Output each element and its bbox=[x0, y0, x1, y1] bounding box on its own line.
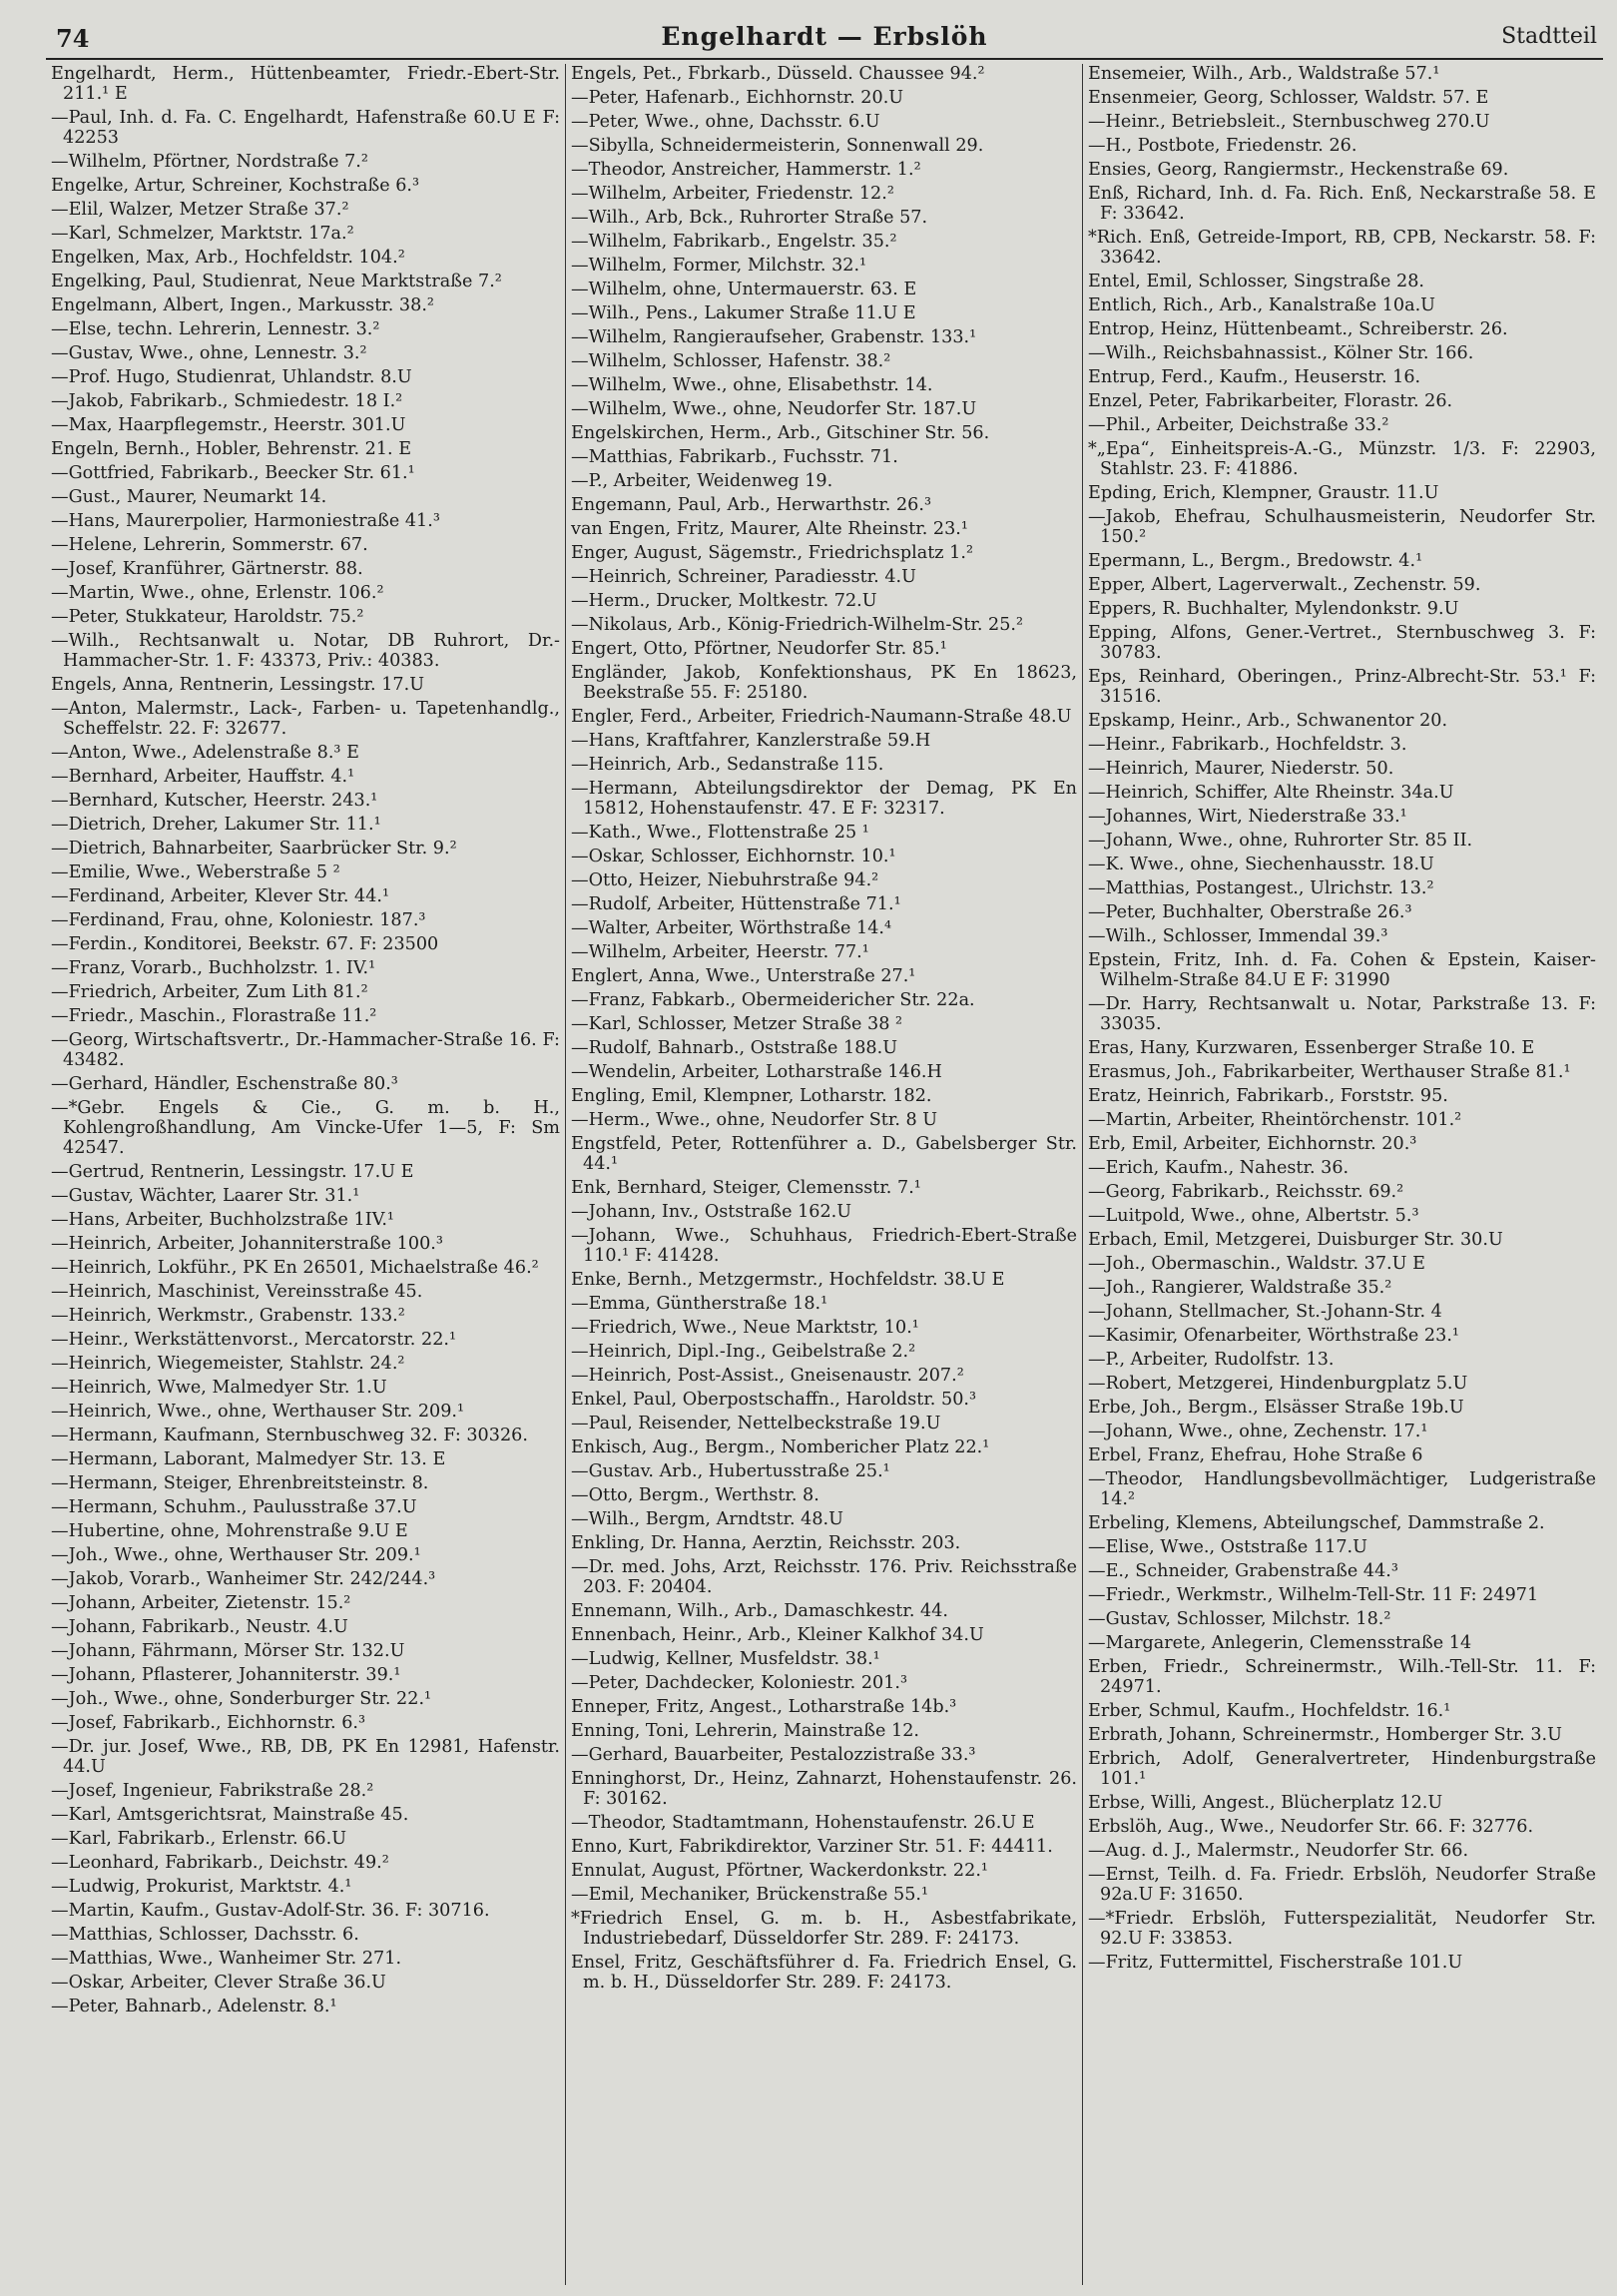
directory-entry: —Bernhard, Arbeiter, Hauffstr. 4.¹ bbox=[51, 767, 355, 787]
directory-entry: —Georg, Wirtschaftsvertr., Dr.-Hammacher-Straße 16. F: 43482. bbox=[51, 1030, 560, 1070]
directory-entry: —Kasimir, Ofenarbeiter, Wörthstraße 23.¹ bbox=[1088, 1326, 1459, 1346]
directory-entry: —Paul, Reisender, Nettelbeckstraße 19.U bbox=[571, 1414, 941, 1434]
directory-entry: Ensel, Fritz, Geschäftsführer d. Fa. Friedrich Ensel, G. m. b. H., Düsseldorfer Str. 289. F: 24173. bbox=[571, 1953, 1077, 1993]
directory-entry: *Friedrich Ensel, G. m. b. H., Asbestfabrikate, Industriebedarf, Düsseldorfer Str. 289. F: 24173. bbox=[571, 1909, 1077, 1949]
directory-entry: —Matthias, Wwe., Wanheimer Str. 271. bbox=[51, 1949, 402, 1969]
directory-entry: —Herm., Wwe., ohne, Neudorfer Str. 8 U bbox=[571, 1110, 938, 1130]
directory-entry: —Friedr., Maschin., Florastraße 11.² bbox=[51, 1006, 377, 1026]
directory-entry: —Heinrich, Dipl.-Ing., Geibelstraße 2.² bbox=[571, 1342, 916, 1362]
directory-entry: —Gust., Maurer, Neumarkt 14. bbox=[51, 487, 327, 507]
directory-entry: Erb, Emil, Arbeiter, Eichhornstr. 20.³ bbox=[1088, 1134, 1417, 1154]
directory-entry: —Oskar, Schlosser, Eichhornstr. 10.¹ bbox=[571, 847, 896, 866]
directory-entry: *Rich. Enß, Getreide-Import, RB, CPB, Neckarstr. 58. F: 33642. bbox=[1088, 228, 1596, 268]
directory-entry: —Karl, Amtsgerichtsrat, Mainstraße 45. bbox=[51, 1805, 409, 1825]
directory-entry: Engert, Otto, Pförtner, Neudorfer Str. 85.¹ bbox=[571, 639, 947, 659]
directory-entry: —Johann, Fährmann, Mörser Str. 132.U bbox=[51, 1641, 405, 1661]
directory-entry: Engelke, Artur, Schreiner, Kochstraße 6.³ bbox=[51, 176, 420, 196]
directory-entry: —Rudolf, Arbeiter, Hüttenstraße 71.¹ bbox=[571, 894, 901, 914]
directory-entry: —Wilhelm, Pförtner, Nordstraße 7.² bbox=[51, 152, 368, 172]
directory-entry: Engelmann, Albert, Ingen., Markusstr. 38.² bbox=[51, 295, 434, 315]
directory-entry: —Sibylla, Schneidermeisterin, Sonnenwall 29. bbox=[571, 136, 984, 156]
directory-entry: —Peter, Hafenarb., Eichhornstr. 20.U bbox=[571, 88, 904, 108]
directory-entry: Erbrich, Adolf, Generalvertreter, Hindenburgstraße 101.¹ bbox=[1088, 1749, 1596, 1789]
district-label: Stadtteil bbox=[1501, 24, 1597, 49]
directory-entry: —Peter, Dachdecker, Koloniestr. 201.³ bbox=[571, 1673, 908, 1693]
directory-entry: —Dietrich, Dreher, Lakumer Str. 11.¹ bbox=[51, 815, 381, 835]
directory-entry: —Anton, Wwe., Adelenstraße 8.³ E bbox=[51, 743, 359, 763]
directory-entry: —Theodor, Handlungsbevollmächtiger, Ludgeristraße 14.² bbox=[1088, 1469, 1596, 1509]
directory-entry: —Wilhelm, ohne, Untermauerstr. 63. E bbox=[571, 280, 917, 299]
directory-entry: —Johann, Pflasterer, Johanniterstr. 39.¹ bbox=[51, 1665, 401, 1685]
directory-entry: Erbrath, Johann, Schreinermstr., Homberger Str. 3.U bbox=[1088, 1725, 1562, 1745]
directory-entry: Erbel, Franz, Ehefrau, Hohe Straße 6 bbox=[1088, 1445, 1423, 1465]
columns bbox=[46, 64, 1603, 2285]
directory-entry: —Wilh., Bergm, Arndtstr. 48.U bbox=[571, 1509, 843, 1529]
directory-entry: —Dietrich, Bahnarbeiter, Saarbrücker Str. 9.² bbox=[51, 839, 457, 859]
directory-entry: Entrup, Ferd., Kaufm., Heuserstr. 16. bbox=[1088, 367, 1421, 387]
directory-entry: —Gerhard, Händler, Eschenstraße 80.³ bbox=[51, 1074, 398, 1094]
directory-entry: —Theodor, Anstreicher, Hammerstr. 1.² bbox=[571, 160, 921, 180]
directory-entry: Epstein, Fritz, Inh. d. Fa. Cohen & Epstein, Kaiser-Wilhelm-Straße 84.U E F: 31990 bbox=[1088, 950, 1596, 990]
directory-entry: Erasmus, Joh., Fabrikarbeiter, Werthauser Straße 81.¹ bbox=[1088, 1062, 1571, 1082]
directory-entry: —Elil, Walzer, Metzer Straße 37.² bbox=[51, 200, 349, 220]
directory-entry: —Joh., Wwe., ohne, Werthauser Str. 209.¹ bbox=[51, 1545, 421, 1565]
directory-entry: —Jakob, Vorarb., Wanheimer Str. 242/244.³ bbox=[51, 1569, 436, 1589]
directory-entry: —Wilh., Arb, Bck., Ruhrorter Straße 57. bbox=[571, 208, 928, 228]
directory-entry: Engler, Ferd., Arbeiter, Friedrich-Naumann-Straße 48.U bbox=[571, 707, 1072, 727]
directory-entry: Erben, Friedr., Schreinermstr., Wilh.-Tell-Str. 11. F: 24971. bbox=[1088, 1657, 1596, 1697]
directory-entry: —Johann, Inv., Oststraße 162.U bbox=[571, 1202, 852, 1222]
directory-entry: —Franz, Vorarb., Buchholzstr. 1. IV.¹ bbox=[51, 958, 376, 978]
directory-entry: Entlich, Rich., Arb., Kanalstraße 10a.U bbox=[1088, 295, 1435, 315]
directory-entry: —Friedrich, Arbeiter, Zum Lith 81.² bbox=[51, 982, 368, 1002]
directory-entry: —Wilhelm, Wwe., ohne, Neudorfer Str. 187.U bbox=[571, 399, 977, 419]
directory-entry: —Joh., Wwe., ohne, Sonderburger Str. 22.¹ bbox=[51, 1689, 432, 1709]
directory-entry: —Wilhelm, Arbeiter, Friedenstr. 12.² bbox=[571, 184, 894, 204]
directory-entry: —Heinr., Werkstättenvorst., Mercatorstr. 22.¹ bbox=[51, 1330, 457, 1350]
directory-entry: —H., Postbote, Friedenstr. 26. bbox=[1088, 136, 1357, 156]
directory-entry: Eps, Reinhard, Oberingen., Prinz-Albrecht-Str. 53.¹ F: 31516. bbox=[1088, 667, 1596, 707]
page-title: Engelhardt — Erbslöh bbox=[661, 22, 988, 51]
directory-entry: —Heinr., Betriebsleit., Sternbuschweg 270.U bbox=[1088, 112, 1490, 132]
directory-entry: —Joh., Obermaschin., Waldstr. 37.U E bbox=[1088, 1254, 1425, 1274]
directory-entry: —Hans, Arbeiter, Buchholzstraße 1IV.¹ bbox=[51, 1210, 394, 1230]
directory-entry: —Hermann, Kaufmann, Sternbuschweg 32. F: 30326. bbox=[51, 1426, 528, 1445]
directory-entry: —Rudolf, Bahnarb., Oststraße 188.U bbox=[571, 1038, 898, 1058]
directory-entry: —Friedrich, Wwe., Neue Marktstr, 10.¹ bbox=[571, 1318, 919, 1338]
directory-entry: Enning, Toni, Lehrerin, Mainstraße 12. bbox=[571, 1721, 920, 1741]
directory-entry: —Kath., Wwe., Flottenstraße 25 ¹ bbox=[571, 823, 869, 843]
directory-entry: Entel, Emil, Schlosser, Singstraße 28. bbox=[1088, 272, 1425, 291]
directory-entry: —Elise, Wwe., Oststraße 117.U bbox=[1088, 1537, 1367, 1557]
directory-entry: Erbe, Joh., Bergm., Elsässer Straße 19b.U bbox=[1088, 1398, 1464, 1418]
directory-entry: —Matthias, Fabrikarb., Fuchsstr. 71. bbox=[571, 447, 898, 467]
directory-entry: Erbslöh, Aug., Wwe., Neudorfer Str. 66. F: 32776. bbox=[1088, 1817, 1534, 1837]
directory-entry: —Emilie, Wwe., Weberstraße 5 ² bbox=[51, 862, 340, 882]
directory-entry: —Hermann, Steiger, Ehrenbreitsteinstr. 8. bbox=[51, 1473, 429, 1493]
directory-entry: —Heinrich, Arbeiter, Johanniterstraße 100.³ bbox=[51, 1234, 443, 1254]
directory-entry: —Josef, Fabrikarb., Eichhornstr. 6.³ bbox=[51, 1713, 366, 1733]
directory-entry: Enk, Bernhard, Steiger, Clemensstr. 7.¹ bbox=[571, 1178, 921, 1198]
directory-entry: —Heinrich, Lokführ., PK En 26501, Michaelstraße 46.² bbox=[51, 1258, 539, 1278]
directory-entry: —Jakob, Ehefrau, Schulhausmeisterin, Neudorfer Str. 150.² bbox=[1088, 507, 1596, 547]
directory-entry: —Josef, Ingenieur, Fabrikstraße 28.² bbox=[51, 1781, 374, 1801]
directory-entry: —Heinrich, Schreiner, Paradiesstr. 4.U bbox=[571, 567, 916, 587]
directory-entry: —Wilhelm, Wwe., ohne, Elisabethstr. 14. bbox=[571, 375, 933, 395]
directory-entry: —Ernst, Teilh. d. Fa. Friedr. Erbslöh, Neudorfer Straße 92a.U F: 31650. bbox=[1088, 1865, 1596, 1905]
directory-entry: Enneper, Fritz, Angest., Lotharstraße 14b.³ bbox=[571, 1697, 957, 1717]
directory-entry: *„Epa“, Einheitspreis-A.-G., Münzstr. 1/3. F: 22903, Stahlstr. 23. F: 41886. bbox=[1088, 439, 1596, 479]
directory-entry: Epping, Alfons, Gener.-Vertret., Sternbuschweg 3. F: 30783. bbox=[1088, 623, 1596, 663]
directory-entry: —Wilh., Rechtsanwalt u. Notar, DB Ruhrort, Dr.-Hammacher-Str. 1. F: 43373, Priv.: 40383. bbox=[51, 631, 560, 671]
directory-entry: Erbse, Willi, Angest., Blücherplatz 12.U bbox=[1088, 1793, 1443, 1813]
directory-entry: —Johann, Stellmacher, St.-Johann-Str. 4 bbox=[1088, 1302, 1442, 1322]
directory-entry: Erber, Schmul, Kaufm., Hochfeldstr. 16.¹ bbox=[1088, 1701, 1451, 1721]
directory-entry: Engemann, Paul, Arb., Herwarthstr. 26.³ bbox=[571, 495, 932, 515]
directory-entry: —Ferdin., Konditorei, Beekstr. 67. F: 23500 bbox=[51, 934, 439, 954]
directory-entry: —Gerhard, Bauarbeiter, Pestalozzistraße 33.³ bbox=[571, 1745, 976, 1765]
directory-entry: —Heinrich, Schiffer, Alte Rheinstr. 34a.U bbox=[1088, 783, 1454, 803]
directory-entry: —Matthias, Schlosser, Dachsstr. 6. bbox=[51, 1925, 359, 1945]
directory-entry: —Nikolaus, Arb., König-Friedrich-Wilhelm-Str. 25.² bbox=[571, 615, 1024, 635]
directory-entry: —Gottfried, Fabrikarb., Beecker Str. 61.¹ bbox=[51, 463, 415, 483]
directory-entry: —Ludwig, Prokurist, Marktstr. 4.¹ bbox=[51, 1877, 352, 1897]
directory-entry: Enkel, Paul, Oberpostschaffn., Haroldstr. 50.³ bbox=[571, 1390, 977, 1410]
directory-entry: —Prof. Hugo, Studienrat, Uhlandstr. 8.U bbox=[51, 367, 412, 387]
directory-entry: —Emma, Güntherstraße 18.¹ bbox=[571, 1294, 828, 1314]
directory-entry: —Hermann, Schuhm., Paulusstraße 37.U bbox=[51, 1497, 417, 1517]
directory-entry: —Peter, Stukkateur, Haroldstr. 75.² bbox=[51, 607, 364, 627]
directory-entry: —Luitpold, Wwe., ohne, Albertstr. 5.³ bbox=[1088, 1206, 1419, 1226]
directory-entry: —Gustav. Arb., Hubertusstraße 25.¹ bbox=[571, 1461, 890, 1481]
directory-entry: —Anton, Malermstr., Lack-, Farben- u. Tapetenhandlg., Scheffelstr. 22. F: 32677. bbox=[51, 699, 560, 739]
directory-entry: —Hans, Maurerpolier, Harmoniestraße 41.³ bbox=[51, 511, 440, 531]
directory-entry: —Wilhelm, Former, Milchstr. 32.¹ bbox=[571, 256, 867, 276]
directory-entry: —Otto, Heizer, Niebuhrstraße 94.² bbox=[571, 870, 879, 890]
directory-entry: —P., Arbeiter, Rudolfstr. 13. bbox=[1088, 1350, 1335, 1370]
directory-entry: Ensies, Georg, Rangiermstr., Heckenstraße 69. bbox=[1088, 160, 1509, 180]
directory-entry: —Erich, Kaufm., Nahestr. 36. bbox=[1088, 1158, 1349, 1178]
directory-entry: —Heinrich, Wiegemeister, Stahlstr. 24.² bbox=[51, 1354, 405, 1374]
directory-entry: Eppers, R. Buchhalter, Mylendonkstr. 9.U bbox=[1088, 599, 1459, 619]
directory-entry: —Paul, Inh. d. Fa. C. Engelhardt, Hafenstraße 60.U E F: 42253 bbox=[51, 108, 560, 148]
directory-entry: —Hubertine, ohne, Mohrenstraße 9.U E bbox=[51, 1521, 408, 1541]
directory-entry: —Heinrich, Werkmstr., Grabenstr. 133.² bbox=[51, 1306, 405, 1326]
directory-entry: —Friedr., Werkmstr., Wilhelm-Tell-Str. 11 F: 24971 bbox=[1088, 1585, 1539, 1605]
directory-entry: —Heinrich, Wwe, Malmedyer Str. 1.U bbox=[51, 1378, 387, 1398]
directory-entry: Enninghorst, Dr., Heinz, Zahnarzt, Hohenstaufenstr. 26. F: 30162. bbox=[571, 1769, 1077, 1809]
directory-entry: —Johann, Wwe., ohne, Zechenstr. 17.¹ bbox=[1088, 1422, 1428, 1441]
directory-entry: Engelhardt, Herm., Hüttenbeamter, Friedr.-Ebert-Str. 211.¹ E bbox=[51, 64, 560, 104]
directory-entry: —Peter, Buchhalter, Oberstraße 26.³ bbox=[1088, 902, 1412, 922]
directory-entry: Engländer, Jakob, Konfektionshaus, PK En 18623, Beekstraße 55. F: 25180. bbox=[571, 663, 1077, 703]
directory-entry: Ennemann, Wilh., Arb., Damaschkestr. 44. bbox=[571, 1601, 949, 1621]
directory-entry: —Johannes, Wirt, Niederstraße 33.¹ bbox=[1088, 807, 1407, 827]
directory-entry: —K. Wwe., ohne, Siechenhausstr. 18.U bbox=[1088, 855, 1434, 874]
directory-entry: Engels, Pet., Fbrkarb., Düsseld. Chaussee 94.² bbox=[571, 64, 985, 84]
directory-entry: —Ludwig, Kellner, Musfeldstr. 38.¹ bbox=[571, 1649, 880, 1669]
directory-entry: Enkisch, Aug., Bergm., Nombericher Platz 22.¹ bbox=[571, 1437, 990, 1457]
directory-entry: —Phil., Arbeiter, Deichstraße 33.² bbox=[1088, 415, 1389, 435]
directory-entry: —Georg, Fabrikarb., Reichsstr. 69.² bbox=[1088, 1182, 1404, 1202]
directory-entry: —Heinrich, Maurer, Niederstr. 50. bbox=[1088, 759, 1394, 779]
directory-entry: Engelken, Max, Arb., Hochfeldstr. 104.² bbox=[51, 248, 405, 268]
directory-entry: Enkling, Dr. Hanna, Aerztin, Reichsstr. 203. bbox=[571, 1533, 961, 1553]
directory-entry: Ennulat, August, Pförtner, Wackerdonkstr. 22.¹ bbox=[571, 1861, 988, 1881]
directory-entry: —Wilh., Schlosser, Immendal 39.³ bbox=[1088, 926, 1388, 946]
directory-entry: —Peter, Wwe., ohne, Dachsstr. 6.U bbox=[571, 112, 880, 132]
page-header bbox=[46, 18, 1603, 60]
directory-entry: —Walter, Arbeiter, Wörthstraße 14.⁴ bbox=[571, 918, 892, 938]
directory-entry: —Oskar, Arbeiter, Clever Straße 36.U bbox=[51, 1973, 386, 1993]
directory-entry: Epskamp, Heinr., Arb., Schwanentor 20. bbox=[1088, 711, 1448, 731]
directory-entry: Eras, Hany, Kurzwaren, Essenberger Straße 10. E bbox=[1088, 1038, 1535, 1058]
directory-entry: —Wilhelm, Rangieraufseher, Grabenstr. 133.¹ bbox=[571, 327, 977, 347]
directory-entry: Erbeling, Klemens, Abteilungschef, Dammstraße 2. bbox=[1088, 1513, 1545, 1533]
directory-entry: Epermann, L., Bergm., Bredowstr. 4.¹ bbox=[1088, 551, 1423, 571]
directory-entry: Enß, Richard, Inh. d. Fa. Rich. Enß, Neckarstraße 58. E F: 33642. bbox=[1088, 184, 1596, 224]
directory-entry: —Josef, Kranführer, Gärtnerstr. 88. bbox=[51, 559, 363, 579]
directory-entry: —Wilhelm, Fabrikarb., Engelstr. 35.² bbox=[571, 232, 897, 252]
directory-entry: —Martin, Arbeiter, Rheintörchenstr. 101.² bbox=[1088, 1110, 1462, 1130]
directory-entry: —Aug. d. J., Malermstr., Neudorfer Str. 66. bbox=[1088, 1841, 1469, 1861]
directory-entry: —Johann, Wwe., ohne, Ruhrorter Str. 85 II. bbox=[1088, 831, 1473, 851]
directory-entry: —Robert, Metzgerei, Hindenburgplatz 5.U bbox=[1088, 1374, 1468, 1394]
directory-entry: —Dr. jur. Josef, Wwe., RB, DB, PK En 12981, Hafenstr. 44.U bbox=[51, 1737, 560, 1777]
directory-entry: —Jakob, Fabrikarb., Schmiedestr. 18 I.² bbox=[51, 391, 403, 411]
directory-entry: —*Friedr. Erbslöh, Futterspezialität, Neudorfer Str. 92.U F: 33853. bbox=[1088, 1909, 1596, 1949]
directory-entry: Epper, Albert, Lagerverwalt., Zechenstr. 59. bbox=[1088, 575, 1481, 595]
directory-entry: —Peter, Bahnarb., Adelenstr. 8.¹ bbox=[51, 1997, 337, 2016]
directory-entry: Enzel, Peter, Fabrikarbeiter, Florastr. 26. bbox=[1088, 391, 1453, 411]
directory-entry: —Martin, Kaufm., Gustav-Adolf-Str. 36. F: 30716. bbox=[51, 1901, 490, 1921]
directory-entry: —Joh., Rangierer, Waldstraße 35.² bbox=[1088, 1278, 1392, 1298]
directory-entry: —Emil, Mechaniker, Brückenstraße 55.¹ bbox=[571, 1885, 929, 1905]
directory-entry: Eratz, Heinrich, Fabrikarb., Forststr. 95. bbox=[1088, 1086, 1448, 1106]
directory-entry: Engeln, Bernh., Hobler, Behrenstr. 21. E bbox=[51, 439, 412, 459]
directory-entry: —Johann, Fabrikarb., Neustr. 4.U bbox=[51, 1617, 348, 1637]
directory-entry: —Heinrich, Post-Assist., Gneisenaustr. 207.² bbox=[571, 1366, 964, 1386]
directory-entry: —Karl, Fabrikarb., Erlenstr. 66.U bbox=[51, 1829, 347, 1849]
directory-entry: —Wilhelm, Schlosser, Hafenstr. 38.² bbox=[571, 351, 891, 371]
directory-entry: —Wilh., Pens., Lakumer Straße 11.U E bbox=[571, 303, 916, 323]
directory-entry: Engelskirchen, Herm., Arb., Gitschiner Str. 56. bbox=[571, 423, 990, 443]
directory-entry: —P., Arbeiter, Weidenweg 19. bbox=[571, 471, 833, 491]
directory-entry: Ensenmeier, Georg, Schlosser, Waldstr. 57. E bbox=[1088, 88, 1489, 108]
directory-entry: —Johann, Wwe., Schuhhaus, Friedrich-Ebert-Straße 110.¹ F: 41428. bbox=[571, 1226, 1077, 1266]
page-number: 74 bbox=[56, 24, 90, 53]
directory-entry: —Franz, Fabkarb., Obermeidericher Str. 22a. bbox=[571, 990, 975, 1010]
directory-entry: Engling, Emil, Klempner, Lotharstr. 182. bbox=[571, 1086, 932, 1106]
directory-entry: Engels, Anna, Rentnerin, Lessingstr. 17.U bbox=[51, 675, 425, 695]
directory-entry: —Martin, Wwe., ohne, Erlenstr. 106.² bbox=[51, 583, 384, 603]
column-3 bbox=[1082, 64, 1601, 2285]
directory-entry: —Ferdinand, Frau, ohne, Koloniestr. 187.³ bbox=[51, 910, 426, 930]
directory-entry: Englert, Anna, Wwe., Unterstraße 27.¹ bbox=[571, 966, 916, 986]
directory-entry: —Theodor, Stadtamtmann, Hohenstaufenstr. 26.U E bbox=[571, 1813, 1035, 1833]
directory-entry: —*Gebr. Engels & Cie., G. m. b. H., Kohlengroßhandlung, Am Vincke-Ufer 1—5, F: Sm 42547. bbox=[51, 1098, 560, 1158]
directory-entry: —Heinrich, Maschinist, Vereinsstraße 45. bbox=[51, 1282, 423, 1302]
directory-entry: Engelking, Paul, Studienrat, Neue Marktstraße 7.² bbox=[51, 272, 502, 291]
directory-entry: —Bernhard, Kutscher, Heerstr. 243.¹ bbox=[51, 791, 378, 811]
directory-entry: Enno, Kurt, Fabrikdirektor, Varziner Str. 51. F: 44411. bbox=[571, 1837, 1053, 1857]
directory-entry: —Karl, Schmelzer, Marktstr. 17a.² bbox=[51, 224, 354, 244]
directory-entry: —Ferdinand, Arbeiter, Klever Str. 44.¹ bbox=[51, 886, 390, 906]
directory-entry: —Wilhelm, Arbeiter, Heerstr. 77.¹ bbox=[571, 942, 869, 962]
directory-entry: Entrop, Heinz, Hüttenbeamt., Schreiberstr. 26. bbox=[1088, 319, 1508, 339]
directory-entry: —Heinr., Fabrikarb., Hochfeldstr. 3. bbox=[1088, 735, 1407, 755]
directory-entry: —Karl, Schlosser, Metzer Straße 38 ² bbox=[571, 1014, 903, 1034]
directory-entry: —Hermann, Abteilungsdirektor der Demag, PK En 15812, Hohenstaufenstr. 47. E F: 32317. bbox=[571, 779, 1077, 819]
directory-entry: Engstfeld, Peter, Rottenführer a. D., Gabelsberger Str. 44.¹ bbox=[571, 1134, 1077, 1174]
directory-entry: —Hermann, Laborant, Malmedyer Str. 13. E bbox=[51, 1449, 446, 1469]
directory-entry: —Wendelin, Arbeiter, Lotharstraße 146.H bbox=[571, 1062, 942, 1082]
directory-entry: —Herm., Drucker, Moltkestr. 72.U bbox=[571, 591, 877, 611]
directory-entry: Erbach, Emil, Metzgerei, Duisburger Str. 30.U bbox=[1088, 1230, 1503, 1250]
directory-entry: Ensemeier, Wilh., Arb., Waldstraße 57.¹ bbox=[1088, 64, 1440, 84]
directory-entry: —Hans, Kraftfahrer, Kanzlerstraße 59.H bbox=[571, 731, 931, 751]
directory-entry: —Wilh., Reichsbahnassist., Kölner Str. 166. bbox=[1088, 343, 1474, 363]
directory-entry: —Matthias, Postangest., Ulrichstr. 13.² bbox=[1088, 878, 1434, 898]
directory-entry: —Gustav, Schlosser, Milchstr. 18.² bbox=[1088, 1609, 1391, 1629]
directory-entry: —Helene, Lehrerin, Sommerstr. 67. bbox=[51, 535, 368, 555]
directory-entry: —Max, Haarpflegemstr., Heerstr. 301.U bbox=[51, 415, 406, 435]
directory-entry: —Margarete, Anlegerin, Clemensstraße 14 bbox=[1088, 1633, 1472, 1653]
directory-entry: —Leonhard, Fabrikarb., Deichstr. 49.² bbox=[51, 1853, 389, 1873]
directory-entry: —Gustav, Wwe., ohne, Lennestr. 3.² bbox=[51, 343, 367, 363]
directory-entry: Enke, Bernh., Metzgermstr., Hochfeldstr. 38.U E bbox=[571, 1270, 1005, 1290]
directory-entry: —Johann, Arbeiter, Zietenstr. 15.² bbox=[51, 1593, 351, 1613]
directory-entry: —Dr. med. Johs, Arzt, Reichsstr. 176. Priv. Reichsstraße 203. F: 20404. bbox=[571, 1557, 1077, 1597]
directory-entry: —Heinrich, Arb., Sedanstraße 115. bbox=[571, 755, 884, 775]
directory-entry: Ennenbach, Heinr., Arb., Kleiner Kalkhof 34.U bbox=[571, 1625, 984, 1645]
directory-entry: Enger, August, Sägemstr., Friedrichsplatz 1.² bbox=[571, 543, 973, 563]
directory-entry: —E., Schneider, Grabenstraße 44.³ bbox=[1088, 1561, 1398, 1581]
column-2 bbox=[565, 64, 1082, 2285]
directory-entry: van Engen, Fritz, Maurer, Alte Rheinstr. 23.¹ bbox=[571, 519, 968, 539]
directory-entry: Epding, Erich, Klempner, Graustr. 11.U bbox=[1088, 483, 1439, 503]
directory-entry: —Heinrich, Wwe., ohne, Werthauser Str. 209.¹ bbox=[51, 1402, 465, 1422]
directory-entry: —Else, techn. Lehrerin, Lennestr. 3.² bbox=[51, 319, 380, 339]
column-1 bbox=[46, 64, 565, 2285]
directory-entry: —Gertrud, Rentnerin, Lessingstr. 17.U E bbox=[51, 1162, 414, 1182]
directory-entry: —Dr. Harry, Rechtsanwalt u. Notar, Parkstraße 13. F: 33035. bbox=[1088, 994, 1596, 1034]
directory-entry: —Gustav, Wächter, Laarer Str. 31.¹ bbox=[51, 1186, 360, 1206]
directory-entry: —Otto, Bergm., Werthstr. 8. bbox=[571, 1485, 819, 1505]
directory-entry: —Fritz, Futtermittel, Fischerstraße 101.U bbox=[1088, 1953, 1463, 1973]
